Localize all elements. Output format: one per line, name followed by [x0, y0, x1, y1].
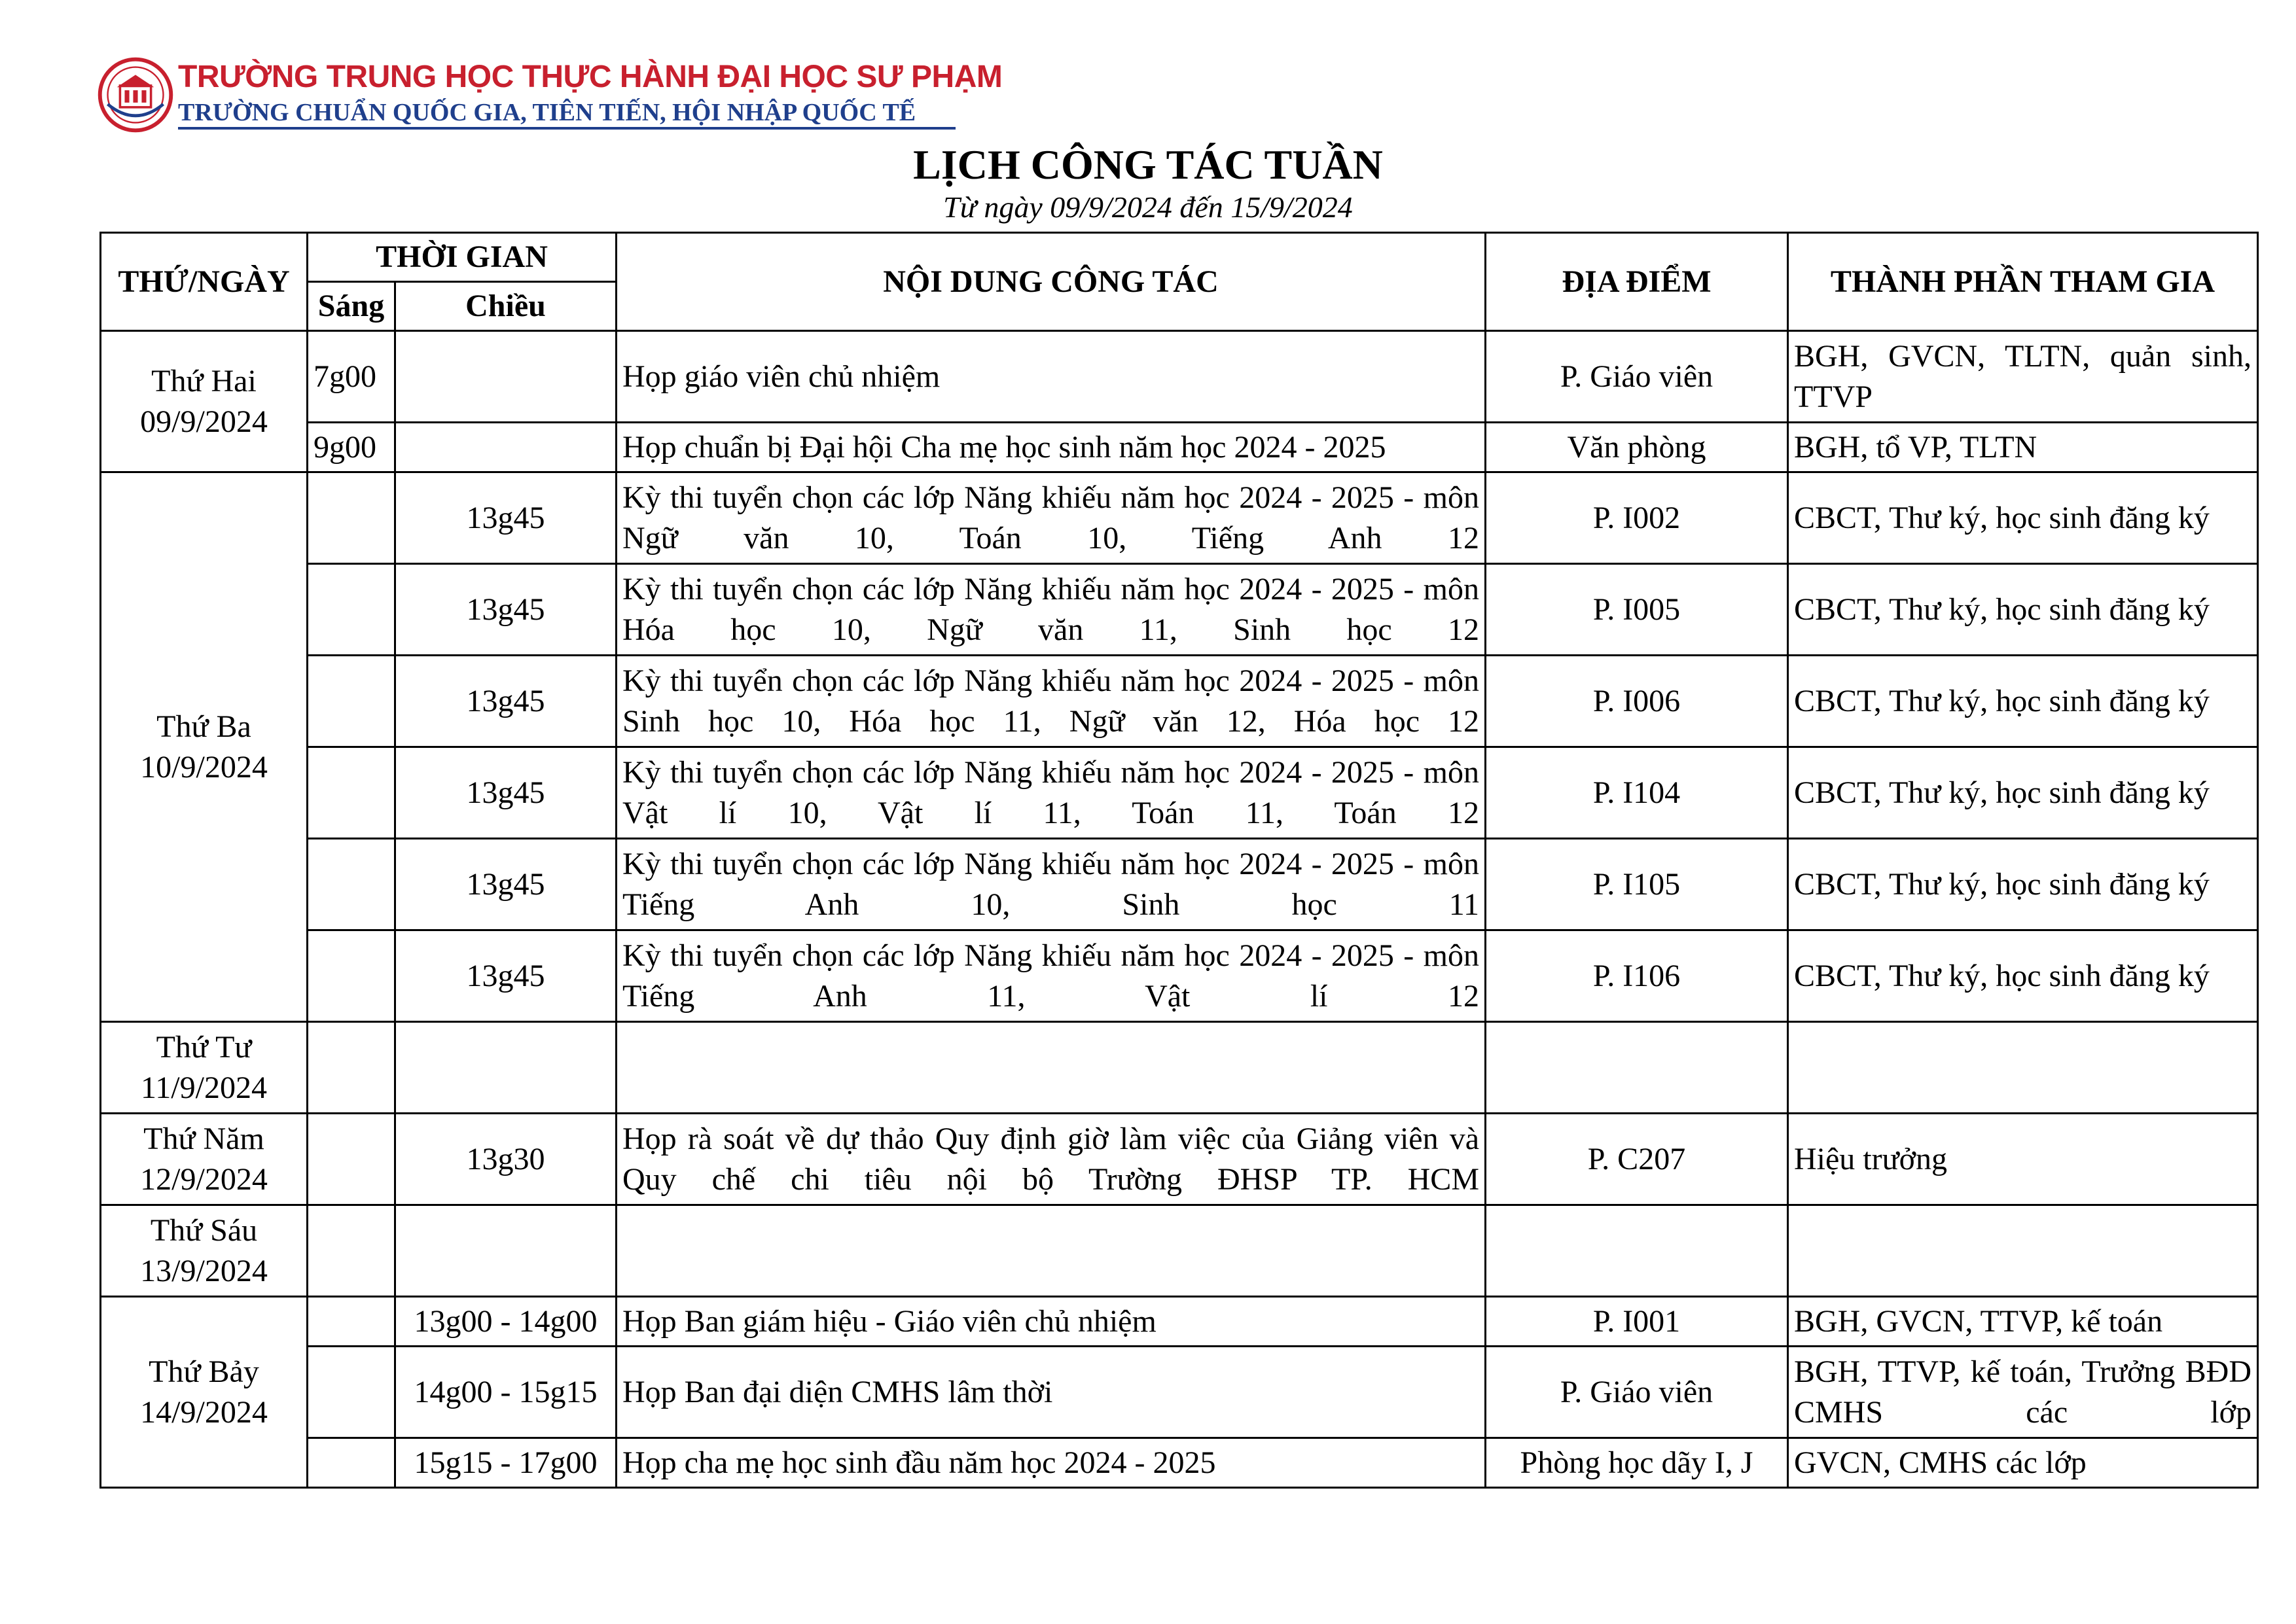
- location-cell: P. I006: [1486, 656, 1788, 747]
- location-cell: P. Giáo viên: [1486, 1347, 1788, 1438]
- morning-time: [308, 472, 395, 564]
- morning-time: [308, 1297, 395, 1347]
- participants-cell: CBCT, Thư ký, học sinh đăng ký: [1788, 747, 2258, 839]
- content-cell: Họp giáo viên chủ nhiệm: [617, 331, 1486, 423]
- school-slogan: TRƯỜNG CHUẨN QUỐC GIA, TIÊN TIẾN, HỘI NHẬP QUỐC TẾ: [178, 99, 916, 126]
- day-cell: [101, 1205, 308, 1297]
- table-row: [101, 1205, 2258, 1297]
- content-cell: Họp rà soát về dự thảo Quy định giờ làm việc của Giảng viên và Quy chế chi tiêu nội bộ Trường ĐHSP TP. HCM: [617, 1114, 1486, 1205]
- morning-time: [308, 656, 395, 747]
- morning-time: 9g00: [308, 423, 395, 472]
- content-cell: Kỳ thi tuyển chọn các lớp Năng khiếu năm học 2024 - 2025 - môn Vật lí 10, Vật lí 11, Toán 11, Toán 12: [617, 747, 1486, 839]
- afternoon-time: 13g45: [395, 930, 617, 1022]
- participants-cell: CBCT, Thư ký, học sinh đăng ký: [1788, 839, 2258, 930]
- afternoon-time: 13g45: [395, 656, 617, 747]
- schedule-table: [99, 232, 2259, 1489]
- morning-time: [308, 1114, 395, 1205]
- header-afternoon: Chiều: [395, 282, 617, 331]
- table-row: [101, 1438, 2258, 1488]
- day-cell: [101, 1114, 308, 1205]
- afternoon-time: 14g00 - 15g15: [395, 1347, 617, 1438]
- content-cell: Kỳ thi tuyển chọn các lớp Năng khiếu năm học 2024 - 2025 - môn Ngữ văn 10, Toán 10, Tiếng Anh 12: [617, 472, 1486, 564]
- participants-cell: CBCT, Thư ký, học sinh đăng ký: [1788, 930, 2258, 1022]
- table-row: [101, 1114, 2258, 1205]
- table-row: [101, 564, 2258, 656]
- afternoon-time: [395, 423, 617, 472]
- school-name: TRƯỜNG TRUNG HỌC THỰC HÀNH ĐẠI HỌC SƯ PHẠM: [178, 60, 1003, 94]
- header-content: NỘI DUNG CÔNG TÁC: [617, 233, 1486, 331]
- participants-cell: [1788, 1205, 2258, 1297]
- table-row: [101, 930, 2258, 1022]
- day-cell: [101, 331, 308, 472]
- location-cell: P. I001: [1486, 1297, 1788, 1347]
- content-cell: [617, 1022, 1486, 1114]
- day-name: Thứ Sáu: [150, 1212, 258, 1248]
- day-date: 13/9/2024: [140, 1253, 268, 1288]
- day-date: 10/9/2024: [140, 749, 268, 785]
- morning-time: [308, 1347, 395, 1438]
- morning-time: [308, 564, 395, 656]
- location-cell: [1486, 1022, 1788, 1114]
- table-row: [101, 1297, 2258, 1347]
- header-location: ĐỊA ĐIỂM: [1486, 233, 1788, 331]
- day-name: Thứ Năm: [143, 1121, 264, 1156]
- location-cell: P. I104: [1486, 747, 1788, 839]
- participants-cell: CBCT, Thư ký, học sinh đăng ký: [1788, 564, 2258, 656]
- location-cell: P. I106: [1486, 930, 1788, 1022]
- slogan-underline: [178, 127, 956, 130]
- content-cell: Kỳ thi tuyển chọn các lớp Năng khiếu năm học 2024 - 2025 - môn Hóa học 10, Ngữ văn 11, Sinh học 12: [617, 564, 1486, 656]
- page-title: LỊCH CÔNG TÁC TUẦN: [913, 141, 1383, 188]
- afternoon-time: 15g15 - 17g00: [395, 1438, 617, 1488]
- participants-cell: [1788, 1022, 2258, 1114]
- content-cell: Kỳ thi tuyển chọn các lớp Năng khiếu năm học 2024 - 2025 - môn Tiếng Anh 10, Sinh học 11: [617, 839, 1486, 930]
- day-name: Thứ Ba: [156, 709, 251, 744]
- participants-cell: Hiệu trưởng: [1788, 1114, 2258, 1205]
- table-row: [101, 423, 2258, 472]
- table-row: [101, 1022, 2258, 1114]
- day-name: Thứ Tư: [156, 1029, 252, 1065]
- location-cell: [1486, 1205, 1788, 1297]
- day-date: 12/9/2024: [140, 1161, 268, 1197]
- header-time: THỜI GIAN: [308, 233, 617, 282]
- content-cell: Họp cha mẹ học sinh đầu năm học 2024 - 2025: [617, 1438, 1486, 1488]
- participants-cell: CBCT, Thư ký, học sinh đăng ký: [1788, 656, 2258, 747]
- afternoon-time: [395, 331, 617, 423]
- participants-cell: GVCN, CMHS các lớp: [1788, 1438, 2258, 1488]
- afternoon-time: 13g30: [395, 1114, 617, 1205]
- morning-time: [308, 747, 395, 839]
- participants-cell: CBCT, Thư ký, học sinh đăng ký: [1788, 472, 2258, 564]
- afternoon-time: [395, 1205, 617, 1297]
- content-cell: Họp Ban đại diện CMHS lâm thời: [617, 1347, 1486, 1438]
- morning-time: [308, 1022, 395, 1114]
- afternoon-time: 13g45: [395, 472, 617, 564]
- header-morning: Sáng: [308, 282, 395, 331]
- day-cell: [101, 1297, 308, 1488]
- content-cell: [617, 1205, 1486, 1297]
- location-cell: P. I005: [1486, 564, 1788, 656]
- afternoon-time: 13g45: [395, 564, 617, 656]
- table-row: [101, 331, 2258, 423]
- day-cell: [101, 1022, 308, 1114]
- day-cell: [101, 472, 308, 1022]
- day-date: 14/9/2024: [140, 1394, 268, 1430]
- page-subtitle: Từ ngày 09/9/2024 đến 15/9/2024: [943, 190, 1353, 224]
- header-day: THỨ/NGÀY: [101, 233, 308, 331]
- day-date: 09/9/2024: [140, 404, 268, 439]
- morning-time: [308, 1438, 395, 1488]
- day-name: Thứ Bảy: [149, 1354, 259, 1389]
- content-cell: Họp Ban giám hiệu - Giáo viên chủ nhiệm: [617, 1297, 1486, 1347]
- header-participants: THÀNH PHẦN THAM GIA: [1788, 233, 2258, 331]
- location-cell: Văn phòng: [1486, 423, 1788, 472]
- participants-cell: BGH, TTVP, kế toán, Trưởng BĐD CMHS các lớp: [1788, 1347, 2258, 1438]
- location-cell: Phòng học dãy I, J: [1486, 1438, 1788, 1488]
- table-row: [101, 472, 2258, 564]
- day-name: Thứ Hai: [151, 363, 257, 398]
- table-row: [101, 747, 2258, 839]
- afternoon-time: 13g45: [395, 839, 617, 930]
- table-row: [101, 839, 2258, 930]
- content-cell: Họp chuẩn bị Đại hội Cha mẹ học sinh năm học 2024 - 2025: [617, 423, 1486, 472]
- morning-time: [308, 1205, 395, 1297]
- morning-time: 7g00: [308, 331, 395, 423]
- location-cell: P. I105: [1486, 839, 1788, 930]
- day-date: 11/9/2024: [141, 1070, 267, 1105]
- table-row: [101, 1347, 2258, 1438]
- school-crest-icon: [97, 56, 174, 133]
- content-cell: Kỳ thi tuyển chọn các lớp Năng khiếu năm học 2024 - 2025 - môn Tiếng Anh 11, Vật lí 12: [617, 930, 1486, 1022]
- participants-cell: BGH, GVCN, TLTN, quản sinh, TTVP: [1788, 331, 2258, 423]
- afternoon-time: [395, 1022, 617, 1114]
- table-row: [101, 656, 2258, 747]
- morning-time: [308, 930, 395, 1022]
- content-cell: Kỳ thi tuyển chọn các lớp Năng khiếu năm học 2024 - 2025 - môn Sinh học 10, Hóa học 11, Ngữ văn 12, Hóa học 12: [617, 656, 1486, 747]
- location-cell: P. I002: [1486, 472, 1788, 564]
- school-header: [97, 56, 1003, 135]
- participants-cell: BGH, tổ VP, TLTN: [1788, 423, 2258, 472]
- afternoon-time: 13g45: [395, 747, 617, 839]
- afternoon-time: 13g00 - 14g00: [395, 1297, 617, 1347]
- participants-cell: BGH, GVCN, TTVP, kế toán: [1788, 1297, 2258, 1347]
- morning-time: [308, 839, 395, 930]
- location-cell: P. C207: [1486, 1114, 1788, 1205]
- location-cell: P. Giáo viên: [1486, 331, 1788, 423]
